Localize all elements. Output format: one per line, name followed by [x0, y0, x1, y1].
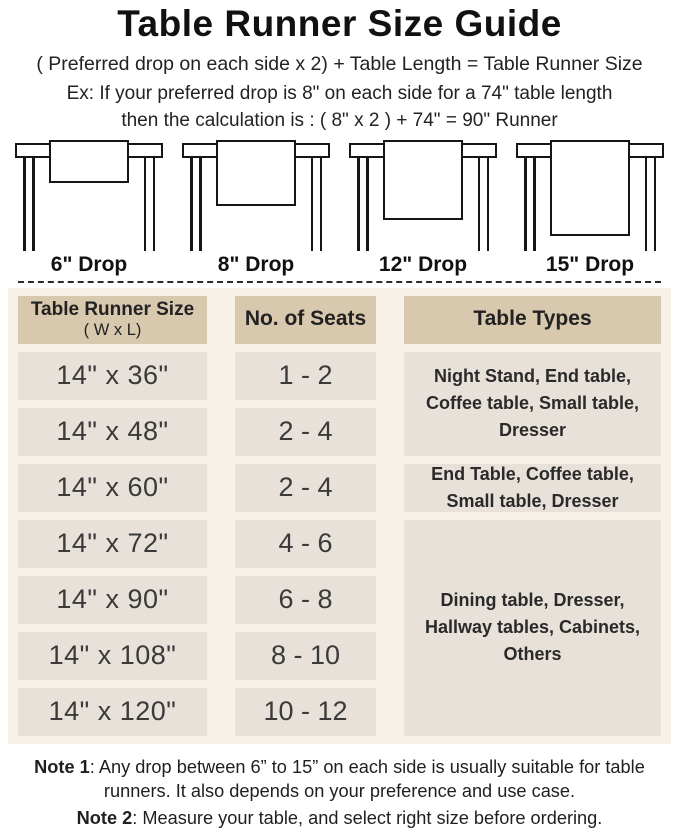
table-leg-line	[487, 157, 490, 251]
column-header-seats: No. of Seats	[235, 296, 376, 344]
table-leg-line	[654, 157, 657, 251]
table-drop-illustration-12	[344, 139, 502, 251]
table-leg-line	[144, 157, 147, 251]
note-2-text: : Measure your table, and select right size before ordering.	[132, 807, 603, 828]
table-drop-illustration-8	[177, 139, 335, 251]
size-table	[18, 296, 661, 736]
table-leg-line	[190, 157, 193, 251]
table-row-seats: 10 - 12	[235, 688, 376, 736]
table-row-size: 14" x 60"	[18, 464, 207, 512]
table-row-seats: 2 - 4	[235, 464, 376, 512]
note-2-label: Note 2	[76, 807, 133, 828]
table-row-seats: 1 - 2	[235, 352, 376, 400]
table-leg-line	[357, 157, 360, 251]
drop-illustrations	[10, 139, 669, 251]
table-leg-line	[153, 157, 156, 251]
runner-shape	[550, 140, 630, 236]
note-1-label: Note 1	[34, 756, 90, 777]
size-table-panel	[8, 288, 671, 744]
table-row-size: 14" x 90"	[18, 576, 207, 624]
runner-shape	[216, 140, 296, 206]
table-leg-line	[23, 157, 26, 251]
example-line-1: Ex: If your preferred drop is 8" on each side for a 74" table length	[66, 82, 613, 104]
table-leg-line	[366, 157, 369, 251]
footer-notes	[0, 755, 679, 830]
table-leg-line	[199, 157, 202, 251]
table-row-seats: 2 - 4	[235, 408, 376, 456]
table-leg-line	[32, 157, 35, 251]
runner-shape	[49, 140, 129, 183]
drop-label-6: 6" Drop	[50, 252, 128, 276]
table-types-group-medium: End Table, Coffee table, Small table, Dresser	[404, 464, 661, 512]
table-row-seats: 6 - 8	[235, 576, 376, 624]
table-leg-line	[533, 157, 536, 251]
table-row-size: 14" x 72"	[18, 520, 207, 568]
runner-shape	[383, 140, 463, 220]
table-drop-illustration-6	[10, 139, 168, 251]
dashed-divider	[18, 281, 661, 283]
table-leg-line	[320, 157, 323, 251]
table-row-size: 14" x 36"	[18, 352, 207, 400]
drop-label-15: 15" Drop	[545, 252, 635, 276]
note-1	[12, 755, 667, 803]
example-line-2: then the calculation is : ( 8" x 2 ) + 74" = 90" Runner	[121, 109, 558, 131]
formula-text: ( Preferred drop on each side x 2) + Table Length = Table Runner Size	[36, 52, 643, 75]
table-leg-line	[478, 157, 481, 251]
table-leg-line	[524, 157, 527, 251]
page-title: Table Runner Size Guide	[117, 3, 562, 44]
column-header-size: Table Runner Size ( W x L)	[18, 296, 207, 344]
table-drop-illustration-15	[511, 139, 669, 251]
table-row-seats: 4 - 6	[235, 520, 376, 568]
table-leg-line	[645, 157, 648, 251]
table-row-size: 14" x 108"	[18, 632, 207, 680]
table-row-size: 14" x 120"	[18, 688, 207, 736]
table-types-group-small: Night Stand, End table, Coffee table, Small table, Dresser	[404, 352, 661, 456]
table-leg-line	[311, 157, 314, 251]
table-types-group-large: Dining table, Dresser, Hallway tables, Cabinets, Others	[404, 520, 661, 736]
table-row-seats: 8 - 10	[235, 632, 376, 680]
drop-labels	[10, 253, 669, 277]
note-1-text: : Any drop between 6” to 15” on each side is usually suitable for table runners. It also depends on your preference and use case.	[89, 756, 645, 801]
table-row-size: 14" x 48"	[18, 408, 207, 456]
drop-label-12: 12" Drop	[378, 252, 468, 276]
column-header-types: Table Types	[404, 296, 661, 344]
drop-label-8: 8" Drop	[217, 252, 295, 276]
